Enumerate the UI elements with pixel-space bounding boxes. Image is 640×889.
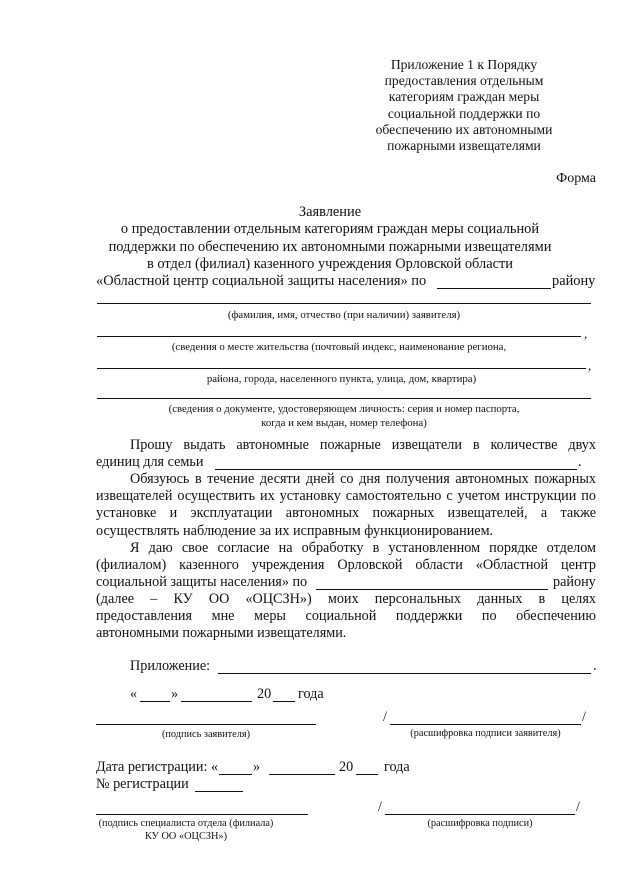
document-caption-1: (сведения о документе, удостоверяющем личность: серия и номер паспорта, — [168, 403, 520, 415]
date-year-suffix: года — [298, 686, 324, 702]
registration-year-blank[interactable] — [356, 774, 378, 775]
residence-line-2[interactable] — [97, 368, 586, 369]
title-heading: Заявление — [298, 204, 362, 220]
title-line: о предоставлении отдельным категориям граждан меры социальной — [120, 221, 540, 238]
consent-line-4: (далее – КУ ОО «ОЦСЗН») моих персональных данных в целях — [96, 591, 596, 607]
consent-line-6: автономными пожарными извещателями. — [96, 625, 347, 641]
date-open-quote: « — [130, 686, 138, 702]
consent-line-3-prefix: социальной защиты населения» по — [96, 574, 308, 590]
date-year-blank[interactable] — [273, 701, 295, 702]
request-paragraph-line-2: единиц для семьи — [96, 454, 204, 470]
specialist-decode-caption: (расшифровка подписи) — [427, 818, 533, 829]
consent-line-3-suffix: району — [553, 574, 596, 590]
applicant-decode-slash-left: / — [383, 709, 387, 725]
specialist-signature-line[interactable] — [96, 814, 308, 815]
specialist-signature-caption-1: (подпись специалиста отдела (филиала) — [98, 818, 274, 829]
specialist-decode-slash-right: / — [576, 799, 580, 815]
residence-caption-1: (сведения о месте жительства (почтовый индекс, наименование региона, — [171, 341, 507, 353]
request-period: . — [578, 454, 582, 470]
appendix-line: социальной поддержки по — [387, 105, 541, 121]
date-day-blank[interactable] — [140, 701, 170, 702]
applicant-decode-caption: (расшифровка подписи заявителя) — [410, 728, 561, 739]
title-line: поддержки по обеспечению их автономными пожарными извещателями — [108, 238, 552, 255]
title-line-4-suffix: району — [552, 273, 596, 289]
title-line-4-prefix: «Областной центр социальной защиты населения» по — [96, 273, 427, 289]
specialist-decode-slash-left: / — [378, 799, 382, 815]
attachment-label: Приложение: — [130, 658, 211, 674]
consent-line-1: Я даю свое согласие на обработку в установленном порядке отделом — [130, 540, 596, 556]
appendix-header — [330, 57, 598, 154]
district-blank[interactable] — [437, 288, 551, 289]
attachment-period: . — [593, 658, 597, 674]
applicant-decode-slash-right: / — [582, 709, 586, 725]
registration-close-quote: » — [253, 759, 261, 775]
family-blank[interactable] — [215, 469, 577, 470]
applicant-decode-line[interactable] — [390, 724, 581, 725]
registration-year-prefix: 20 — [339, 759, 354, 775]
document-line[interactable] — [97, 398, 591, 399]
residence-caption-2: района, города, населенного пункта, улица, дом, квартира) — [206, 373, 477, 385]
residence-comma-1: , — [584, 326, 588, 341]
appendix-line: Приложение 1 к Порядку — [390, 57, 538, 72]
registration-year-suffix: года — [384, 759, 410, 775]
applicant-name-caption: (фамилия, имя, отчество (при наличии) заявителя) — [227, 309, 461, 321]
applicant-signature-line[interactable] — [96, 724, 316, 725]
appendix-line: пожарными извещателями — [387, 138, 541, 154]
appendix-line: предоставления отдельным — [384, 73, 544, 89]
specialist-signature-caption-2: КУ ОО «ОЦСЗН») — [144, 831, 228, 842]
residence-line-1[interactable] — [97, 336, 581, 337]
registration-month-blank[interactable] — [269, 774, 335, 775]
consent-district-blank[interactable] — [316, 589, 548, 590]
obligation-paragraph: Обязуюсь в течение десяти дней со дня получения автономных пожарных извещателей осуществить их установку самостоятельно с учетом инструкции по установке и эксплуатации автономных пожарных извещателей, а также осуществлять наблюдение за их исправным функционированием. — [96, 471, 596, 539]
consent-line-5: предоставления мне меры социальной поддержки по обеспечению — [96, 608, 596, 624]
form-label: Форма — [556, 171, 596, 186]
request-paragraph-line-1: Прошу выдать автономные пожарные извещатели в количестве двух — [130, 437, 596, 453]
date-month-blank[interactable] — [181, 701, 252, 702]
specialist-decode-line[interactable] — [385, 814, 575, 815]
appendix-line: категориям граждан меры — [388, 89, 540, 105]
registration-number-blank[interactable] — [195, 791, 243, 792]
document-caption-2: когда и кем выдан, номер телефона) — [261, 417, 427, 429]
applicant-name-line[interactable] — [97, 303, 591, 304]
attachment-blank[interactable] — [218, 673, 591, 674]
registration-date-label: Дата регистрации: « — [96, 759, 219, 775]
date-close-quote: » — [171, 686, 179, 702]
registration-day-blank[interactable] — [219, 774, 252, 775]
appendix-line: обеспечению их автономными — [375, 121, 553, 137]
document-title — [60, 204, 600, 274]
applicant-signature-caption: (подпись заявителя) — [161, 729, 250, 740]
title-line: в отдел (филиал) казенного учреждения Орловской области — [147, 256, 513, 273]
residence-comma-2: , — [588, 358, 592, 373]
date-year-prefix: 20 — [257, 686, 272, 702]
consent-line-2: (филиалом) казенного учреждения Орловской области «Областной центр — [96, 557, 596, 573]
registration-number-label: № регистрации — [96, 776, 189, 792]
